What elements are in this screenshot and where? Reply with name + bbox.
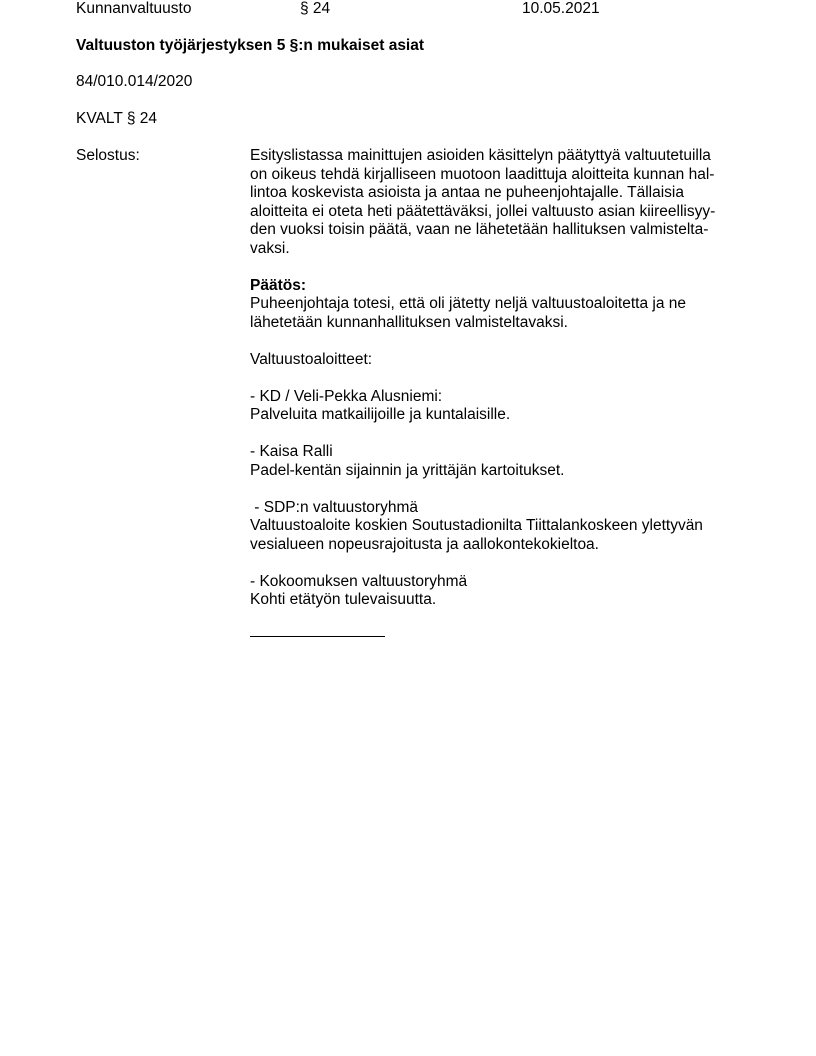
decision-line: Puheenjohtaja totesi, että oli jätetty neljä valtuustoaloitetta ja ne <box>250 295 687 312</box>
selostus-line: aloitteita ei oteta heti päätettäväksi, jollei valtuusto asian kiireellisyy- <box>250 202 716 220</box>
initiative-text: Palveluita matkailijoille ja kuntalaisille. <box>250 406 511 423</box>
document-title: Valtuuston työjärjestyksen 5 §:n mukaiset asiat <box>76 37 425 54</box>
initiative-item <box>250 443 750 480</box>
selostus-label: Selostus: <box>76 147 140 164</box>
initiative-item <box>250 388 750 425</box>
header-body-name: Kunnanvaltuusto <box>76 0 192 17</box>
initiative-item <box>250 499 750 555</box>
initiative-author: - Kokoomuksen valtuustoryhmä <box>250 572 468 590</box>
initiative-text: Kohti etätyön tulevaisuutta. <box>250 591 437 608</box>
initiative-item <box>250 573 750 610</box>
selostus-text <box>250 147 750 258</box>
selostus-line: lintoa koskevista asioista ja antaa ne puheenjohtajalle. Tällaisia <box>250 184 684 201</box>
selostus-line: den vuoksi toisin päätä, vaan ne lähetetään hallituksen valmistelta- <box>250 221 709 238</box>
header-section-number: § 24 <box>300 0 331 17</box>
initiative-author: - Kaisa Ralli <box>250 443 333 460</box>
initiatives-heading: Valtuustoaloitteet: <box>250 350 373 368</box>
decision-block <box>250 277 750 333</box>
initiative-text: Padel-kentän sijainnin ja yrittäjän kartoitukset. <box>250 461 565 479</box>
decision-line: lähetetään kunnanhallituksen valmisteltavaksi. <box>250 313 568 331</box>
initiative-text: vesialueen nopeusrajoitusta ja aallokontekokieltoa. <box>250 535 599 553</box>
initiative-author: - KD / Veli-Pekka Alusniemi: <box>250 387 443 405</box>
diary-number: 84/010.014/2020 <box>76 73 193 90</box>
selostus-line: Esityslistassa mainittujen asioiden käsittelyn päätyttyä valtuutetuilla <box>250 147 711 164</box>
signature-line <box>250 636 385 637</box>
initiative-text: Valtuustoaloite koskien Soutustadionilta Tiittalankoskeen ylettyvän <box>250 517 703 534</box>
selostus-line: vaksi. <box>250 239 290 257</box>
initiative-author: - SDP:n valtuustoryhmä <box>250 498 418 516</box>
selostus-line: on oikeus tehdä kirjalliseen muotoon laadittuja aloitteita kunnan hal- <box>250 165 715 183</box>
body-column <box>250 147 750 637</box>
reference-number: KVALT § 24 <box>76 110 157 127</box>
decision-label: Päätös: <box>250 276 306 294</box>
header-date: 10.05.2021 <box>522 0 600 17</box>
